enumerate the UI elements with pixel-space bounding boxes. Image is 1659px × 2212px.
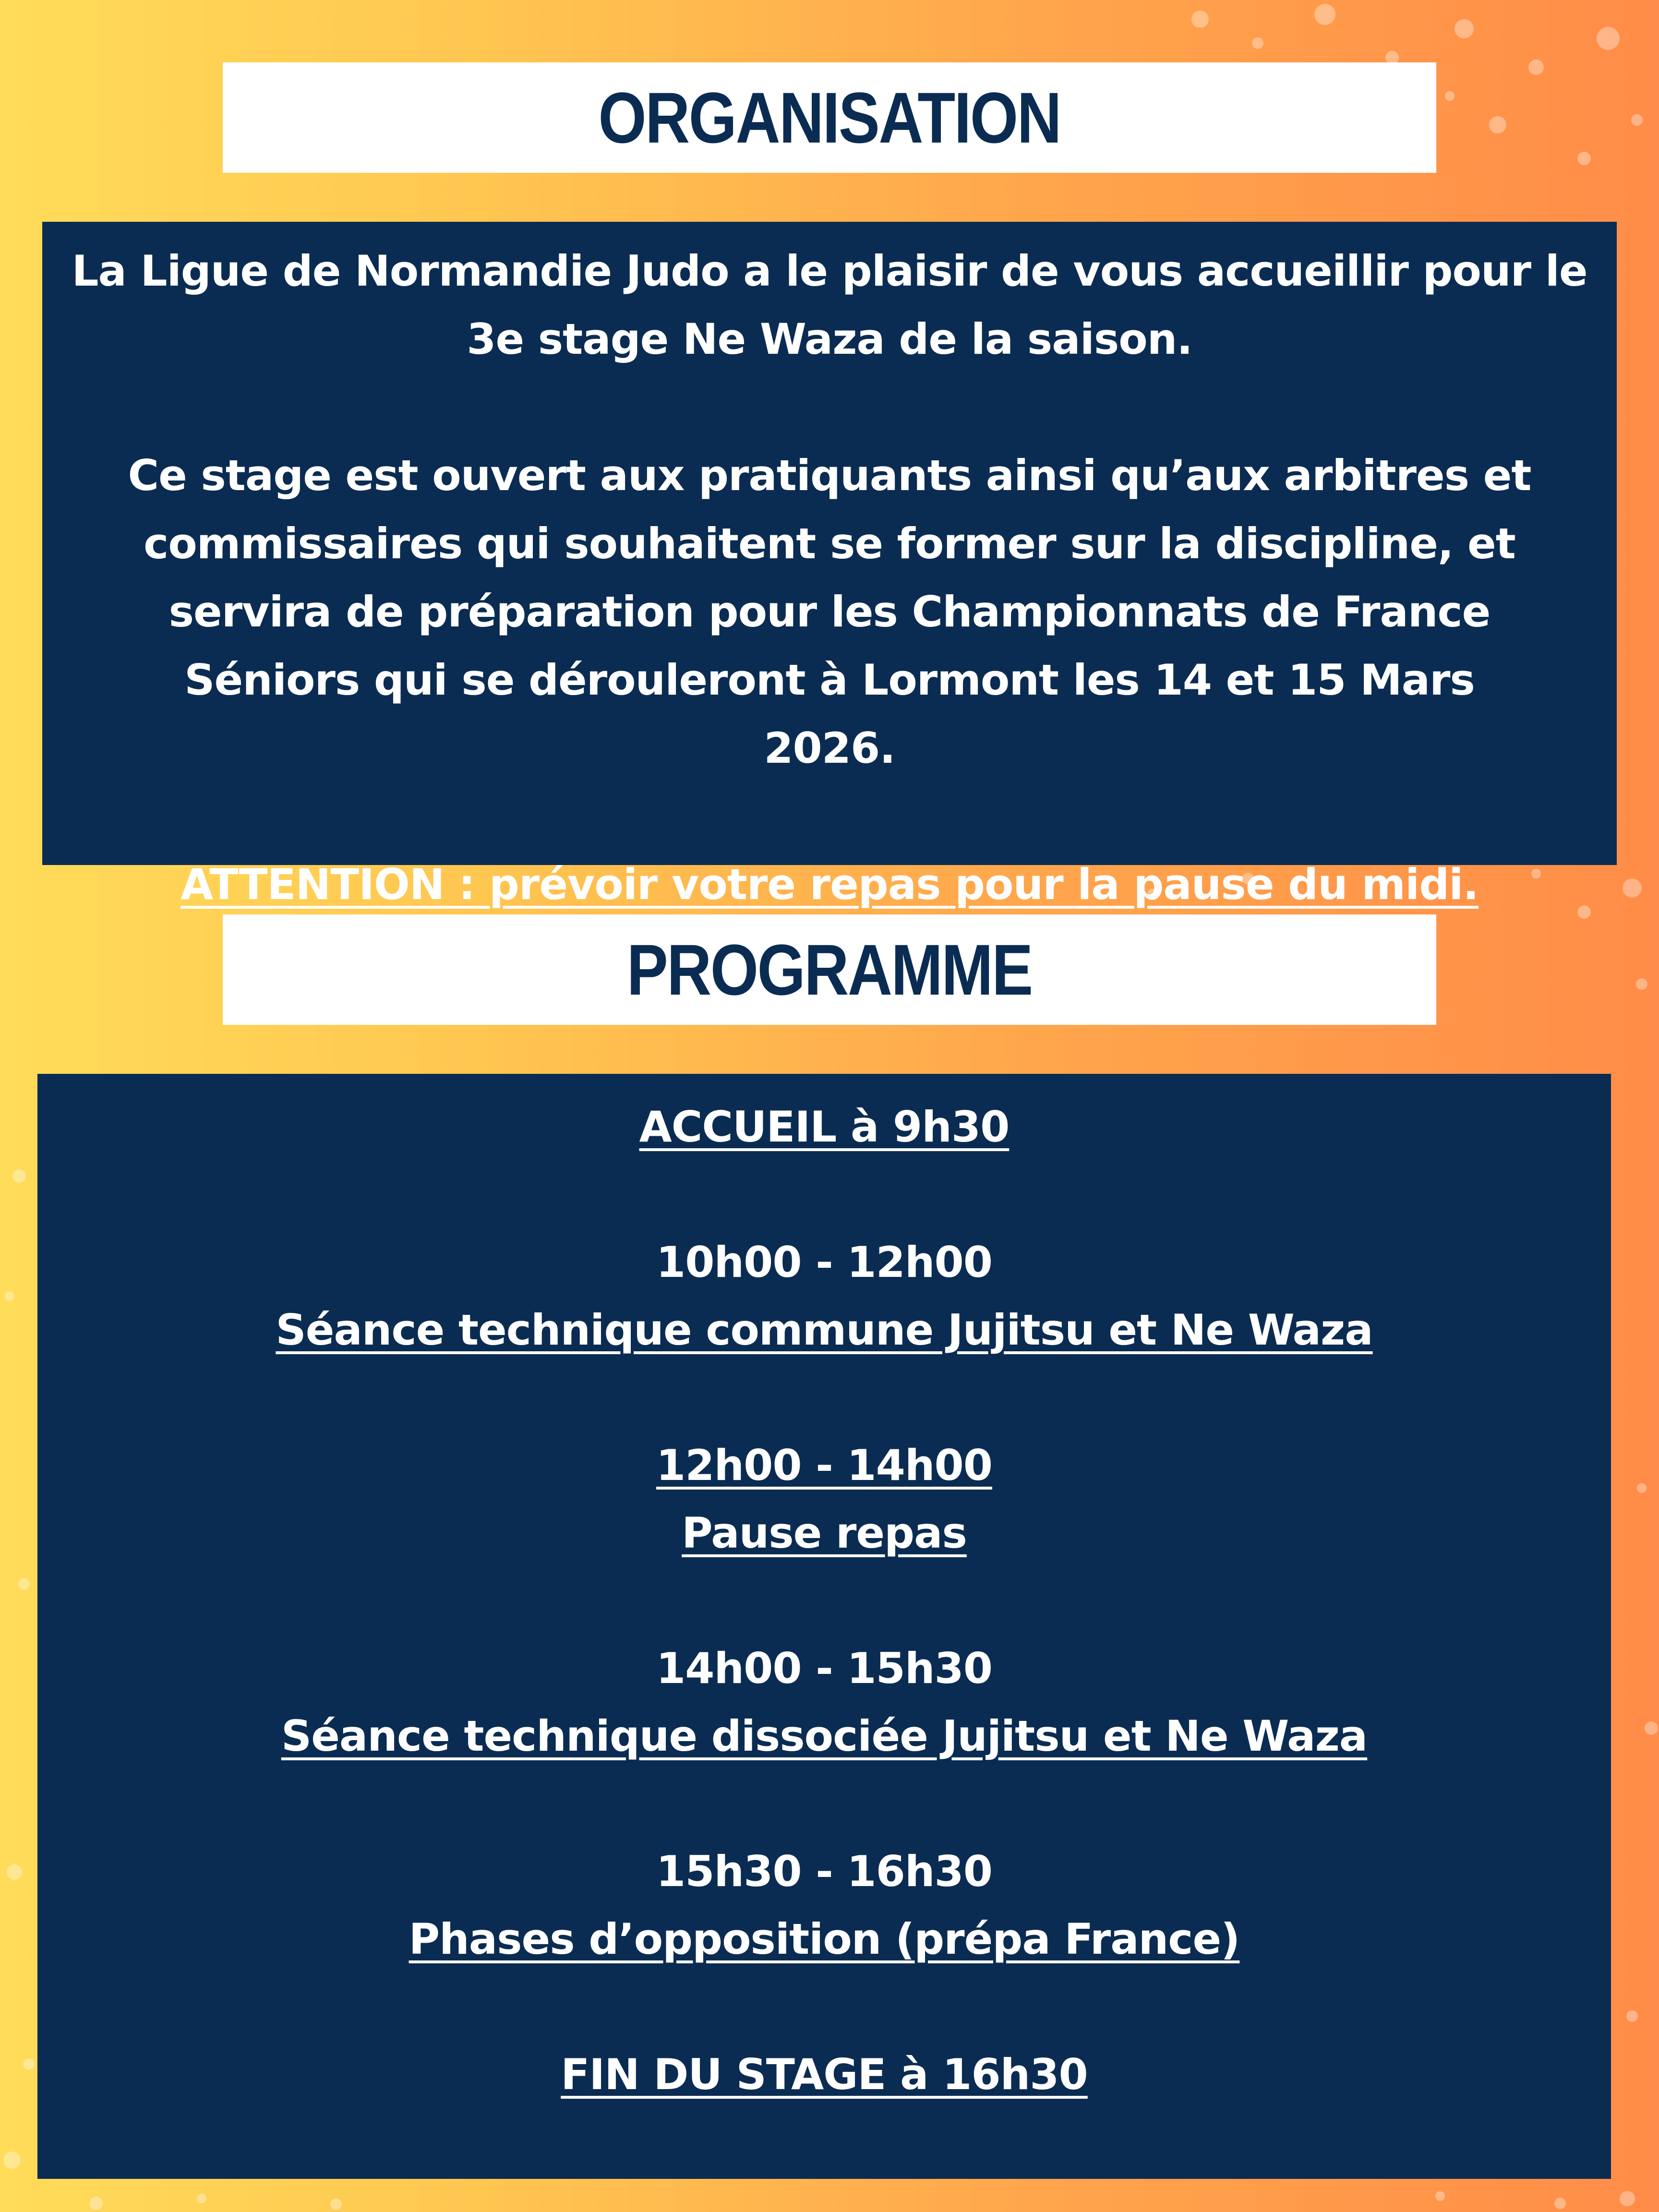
spacer [37, 1973, 1611, 2041]
spacer [42, 782, 1617, 851]
end-text: FIN DU STAGE à 16h30 [561, 2050, 1088, 2099]
session-title: Séance technique commune Jujitsu et Ne Waza [276, 1305, 1373, 1355]
programme-heading-box [223, 914, 1436, 1025]
session-title: Séance technique dissociée Jujitsu et Ne Waza [281, 1711, 1368, 1761]
organisation-heading: ORGANISATION [598, 77, 1061, 158]
session-title-line [37, 1702, 1611, 1770]
session-time: 12h00 - 14h00 [656, 1441, 992, 1490]
session-title-line [37, 1499, 1611, 1567]
session-title-line [37, 1296, 1611, 1364]
spacer [37, 1567, 1611, 1635]
programme-panel [37, 1074, 1611, 2179]
organisation-heading-box [223, 62, 1436, 173]
spacer [37, 1364, 1611, 1431]
session-title: Pause repas [682, 1508, 967, 1558]
session-time: 15h30 - 16h30 [656, 1847, 992, 1896]
organisation-intro: La Ligue de Normandie Judo a le plaisir de vous accueillir pour le 3e stage Ne Waza de la saison. [72, 246, 1587, 364]
session-time: 14h00 - 15h30 [656, 1644, 992, 1693]
welcome-line [37, 1093, 1611, 1161]
welcome-text: ACCUEIL à 9h30 [639, 1102, 1010, 1152]
organisation-panel [42, 222, 1617, 909]
attention-notice [42, 851, 1617, 919]
organisation-details: Ce stage est ouvert aux pratiquants ainsi qu’aux arbitres et commissaires qui souhaitent se former sur la discipline, et servira de préparation pour les Championnats de France Séniors qui se dérouleront à Lormont les 14 et 15 Mars 2026. [128, 451, 1531, 773]
session-title: Phases d’opposition (prépa France) [409, 1914, 1240, 1964]
end-line [37, 2041, 1611, 2108]
spacer [42, 373, 1617, 442]
spacer [37, 1770, 1611, 1838]
attention-text: ATTENTION : prévoir votre repas pour la pause du midi. [180, 860, 1479, 909]
session-time: 10h00 - 12h00 [656, 1238, 992, 1287]
session-title-line [37, 1905, 1611, 1973]
programme-heading: PROGRAMME [627, 929, 1032, 1010]
session-time-line [37, 1431, 1611, 1499]
spacer [37, 1161, 1611, 1228]
